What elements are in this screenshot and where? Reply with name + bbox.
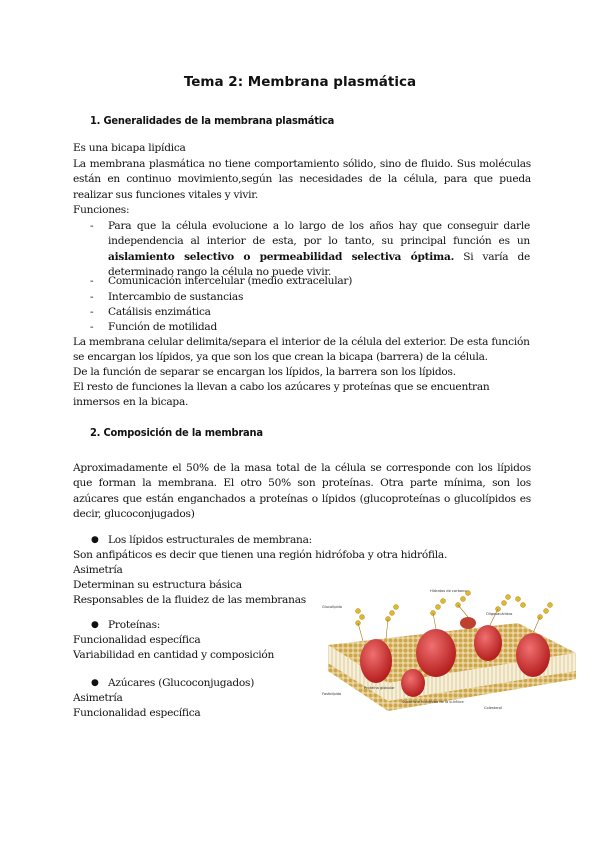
line: Asimetría bbox=[73, 564, 123, 576]
protein-shape bbox=[460, 617, 476, 629]
list-dash: - bbox=[90, 220, 94, 232]
paragraph: De la función de separar se encargan los lípidos, la barrera son los lípidos. bbox=[73, 366, 456, 378]
line: Determinan su estructura básica bbox=[73, 579, 242, 591]
line: Funcionalidad específica bbox=[73, 707, 201, 719]
bullet: ● bbox=[91, 620, 99, 630]
list-item: Función de motilidad bbox=[108, 321, 218, 333]
line: Responsables de la fluidez de las membranas bbox=[73, 594, 306, 606]
paragraph: Aproximadamente el 50% de la masa total de la célula se corresponde con los lípidos que forman la membrana. El otro 50% son proteínas. Otra parte mínima, son los azúcares que están enganchados a proteínas o lípidos (glucoproteínas o glucolípidos es decir, glucoconjugados) bbox=[73, 462, 531, 521]
list-dash: - bbox=[90, 291, 94, 303]
bullet-item: Azúcares (Glucoconjugados) bbox=[108, 677, 255, 689]
protein-shape bbox=[474, 625, 502, 661]
section-heading-2: 2. Composición de la membrana bbox=[90, 426, 263, 439]
text: Si varía de determinado rango la célula no puede vivir. bbox=[108, 250, 530, 279]
text: Para que la célula evolucione a lo largo de los años hay que conseguir darle independencia al interior de esta, por lo tanto, su principal función es un bbox=[108, 220, 530, 248]
list-item: Intercambio de sustancias bbox=[108, 291, 244, 303]
paragraph: La membrana celular delimita/separa el interior de la célula del exterior. De esta función se encargan los lípidos, ya que son los que crean la bicapa (barrera) de la célula. bbox=[73, 336, 530, 364]
protein-shape bbox=[401, 669, 425, 697]
line: Funcionalidad específica bbox=[73, 634, 201, 646]
bullet: ● bbox=[91, 535, 99, 545]
paragraph: La membrana plasmática no tiene comportamiento sólido, sino de fluido. Sus moléculas están en continuo movimiento,según las necesidades de la célula, para que pueda realizar sus funciones vitales y vivir. bbox=[73, 158, 531, 201]
functions-label: Funciones: bbox=[73, 204, 130, 216]
figure-label: Proteína globular bbox=[364, 686, 395, 690]
figure-label: Oligosacáridos bbox=[486, 612, 513, 616]
protein-shape bbox=[416, 629, 456, 677]
list-dash: - bbox=[90, 275, 94, 287]
list-item: Comunicación intercelular (medio extracelular) bbox=[108, 275, 353, 287]
protein-shape bbox=[360, 639, 392, 683]
list-item bbox=[108, 219, 530, 281]
paragraph: El resto de funciones la llevan a cabo los azúcares y proteínas que se encuentran inmersos en la bicapa. bbox=[73, 381, 490, 409]
protein-shape bbox=[516, 633, 550, 677]
line: Asimetría bbox=[73, 692, 123, 704]
figure-label: Hidratos de carbono bbox=[430, 589, 467, 593]
figure-label: Colesterol bbox=[484, 706, 503, 710]
list-dash: - bbox=[90, 321, 94, 333]
bullet: ● bbox=[91, 678, 99, 688]
line: Son anfipáticos es decir que tienen una región hidrófoba y otra hidrófila. bbox=[73, 549, 448, 561]
bullet-item: Los lípidos estructurales de membrana: bbox=[108, 534, 312, 546]
paragraph: Es una bicapa lipídica bbox=[73, 142, 186, 154]
membrane-diagram bbox=[318, 583, 582, 729]
figure-label: Fosfolípido bbox=[322, 692, 342, 696]
membrane-illustration bbox=[318, 583, 582, 729]
bullet-item: Proteínas: bbox=[108, 619, 161, 631]
list-item: Catálisis enzimática bbox=[108, 306, 211, 318]
line: Variabilidad en cantidad y composición bbox=[73, 649, 275, 661]
sugar-chains bbox=[356, 591, 553, 626]
page-title: Tema 2: Membrana plasmática bbox=[183, 74, 417, 90]
bold-text: aislamiento selectivo o permeabilidad selectiva óptima. bbox=[108, 250, 455, 263]
figure-label: Superficie hidrófoba de la α-hélice bbox=[402, 700, 464, 704]
section-heading-1: 1. Generalidades de la membrana plasmática bbox=[90, 114, 335, 127]
figure-label: Glucolípido bbox=[322, 605, 342, 609]
list-dash: - bbox=[90, 306, 94, 318]
